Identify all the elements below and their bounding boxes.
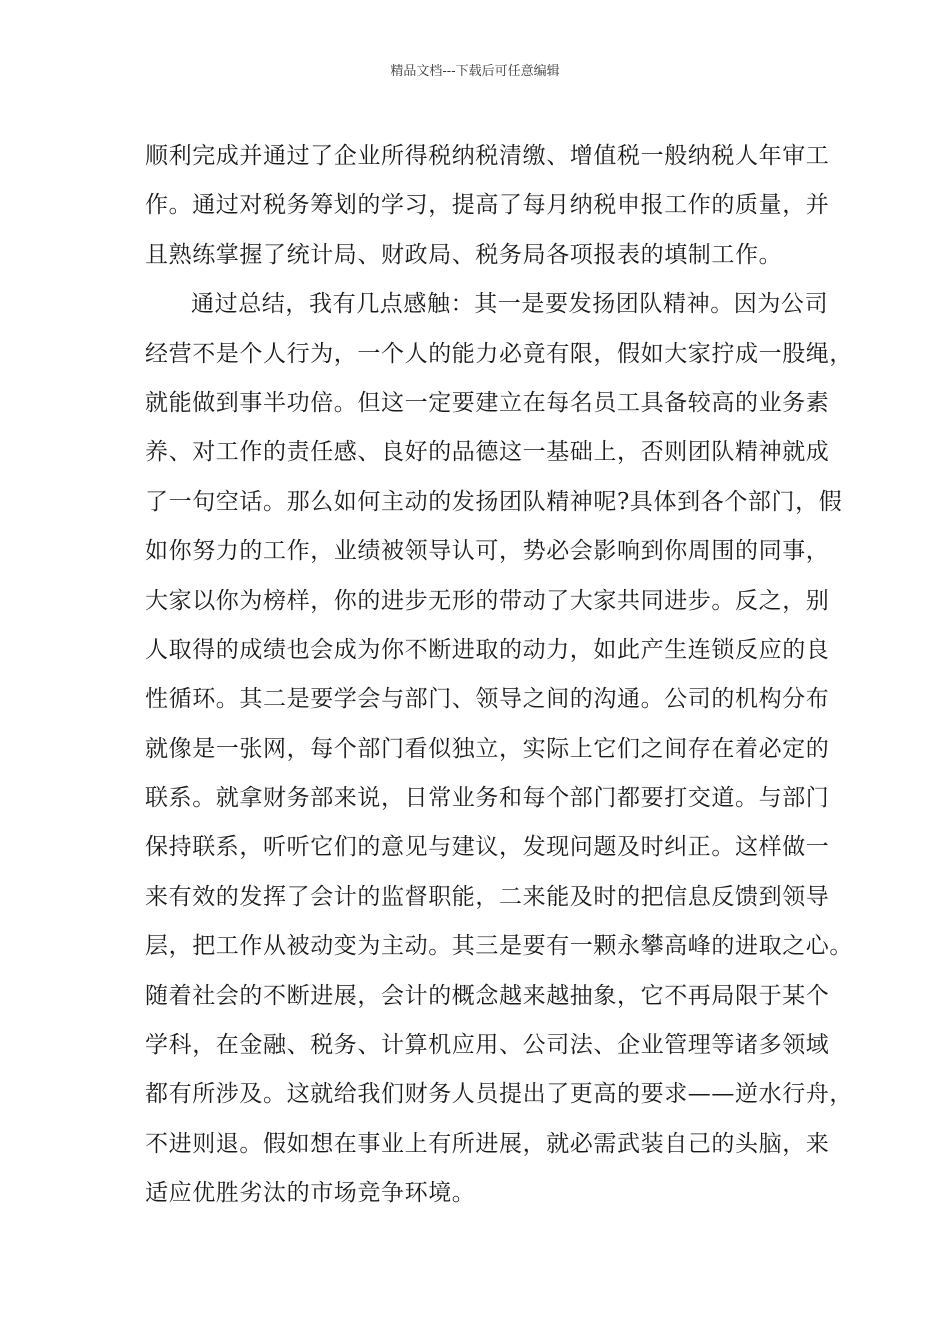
text-line: 如你努力的工作，业绩被领导认可，势必会影响到你周围的同事， — [145, 538, 830, 565]
text-line: 作。通过对税务筹划的学习，提高了每月纳税申报工作的质量，并 — [145, 192, 830, 219]
text-line: 就像是一张网，每个部门看似独立，实际上它们之间存在着必定的 — [145, 735, 830, 762]
text-line: 来有效的发挥了会计的监督职能，二来能及时的把信息反馈到领导 — [145, 883, 830, 910]
document-body — [145, 132, 853, 1219]
text-line: 性循环。其二是要学会与部门、领导之间的沟通。公司的机构分布 — [145, 686, 830, 713]
text-line: 且熟练掌握了统计局、财政局、税务局各项报表的填制工作。 — [145, 241, 783, 268]
text-line: 适应优胜劣汰的市场竞争环境。 — [145, 1180, 476, 1207]
text-line: 就能做到事半功倍。但这一定要建立在每名员工具备较高的业务素 — [145, 389, 830, 416]
text-line: 了一句空话。那么如何主动的发扬团队精神呢?具体到各个部门，假 — [145, 488, 843, 515]
page-header: 精品文档---下载后可任意编辑 — [390, 64, 560, 79]
text-line: 层，把工作从被动变为主动。其三是要有一颗永攀高峰的进取之心。 — [145, 933, 853, 960]
text-line: 学科，在金融、税务、计算机应用、公司法、企业管理等诸多领域 — [145, 1032, 830, 1059]
text-line: 大家以你为榜样，你的进步无形的带动了大家共同进步。反之，别 — [145, 587, 830, 614]
text-line: 不进则退。假如想在事业上有所进展，就必需武装自己的头脑，来 — [145, 1130, 830, 1157]
text-line: 人取得的成绩也会成为你不断进取的动力，如此产生连锁反应的良 — [145, 636, 830, 663]
text-line: 都有所涉及。这就给我们财务人员提出了更高的要求——逆水行舟， — [145, 1081, 853, 1108]
text-line: 顺利完成并通过了企业所得税纳税清缴、增值税一般纳税人年审工 — [145, 143, 830, 169]
text-line: 联系。就拿财务部来说，日常业务和每个部门都要打交道。与部门 — [145, 785, 830, 812]
text-line: 保持联系，听听它们的意见与建议，发现问题及时纠正。这样做一 — [145, 834, 830, 861]
text-line: 随着社会的不断进展，会计的概念越来越抽象，它不再局限于某个 — [145, 982, 830, 1009]
text-line: 养、对工作的责任感、良好的品德这一基础上，否则团队精神就成 — [145, 439, 830, 466]
text-line: 经营不是个人行为，一个人的能力必竟有限，假如大家拧成一股绳， — [145, 340, 853, 367]
paragraph-start-line: 通过总结，我有几点感触：其一是要发扬团队精神。因为公司 — [191, 291, 829, 318]
